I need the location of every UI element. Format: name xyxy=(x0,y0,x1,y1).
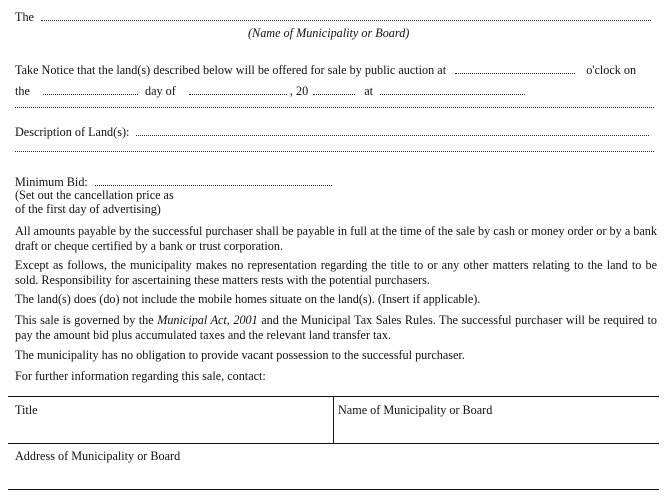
month-field[interactable] xyxy=(189,83,287,95)
table-middle-border xyxy=(8,443,659,444)
contact-paragraph: For further information regarding this sale, contact: xyxy=(15,369,266,383)
description-line xyxy=(15,124,649,139)
the-line xyxy=(15,9,651,24)
municipality-name-field[interactable] xyxy=(41,9,651,21)
payment-paragraph: All amounts payable by the successful purchaser shall be payable in full at the time of the sale by cash or money order or by a bank draft or cheque certified by a bank or trust corporation. xyxy=(15,224,657,253)
day-of-text: day of xyxy=(144,84,176,98)
the-label: The xyxy=(15,10,34,24)
minimum-bid-field[interactable] xyxy=(95,174,332,186)
municipality-caption: (Name of Municipality or Board) xyxy=(248,26,410,40)
year-field[interactable] xyxy=(313,83,355,95)
oclock-text: o'clock on xyxy=(586,63,637,77)
day-field[interactable] xyxy=(43,83,138,95)
table-bottom-border xyxy=(8,489,659,490)
hour-field[interactable] xyxy=(455,62,575,74)
description-label: Description of Land(s): xyxy=(15,125,130,139)
comma-20-text: , 20 xyxy=(289,84,309,98)
governing-paragraph: This sale is governed by the Municipal Act, 2001 and the Municipal Tax Sales Rules. The successful purchaser will be required to pay the amount bid plus accumulated taxes and the relevant land transfer tax. xyxy=(15,313,657,342)
minimum-bid-note-2: of the first day of advertising) xyxy=(15,202,161,216)
description-continuation-line[interactable] xyxy=(15,151,654,152)
municipal-act-title: Municipal Act, 2001 xyxy=(157,313,258,327)
table-column-divider xyxy=(333,397,334,443)
location-field[interactable] xyxy=(380,83,525,95)
take-notice-text: Take Notice that the land(s) described below will be offered for sale by public auction at xyxy=(15,63,447,77)
minimum-bid-note-1: (Set out the cancellation price as xyxy=(15,188,174,202)
possession-paragraph: The municipality has no obligation to provide vacant possession to the successful purchaser. xyxy=(15,348,465,362)
address-cell-label: Address of Municipality or Board xyxy=(15,449,181,463)
minimum-bid-label: Minimum Bid: xyxy=(15,175,88,189)
minimum-bid-line xyxy=(15,174,332,189)
at-text: at xyxy=(364,84,374,98)
location-continuation-line[interactable] xyxy=(15,107,654,108)
title-cell-label: Title xyxy=(15,403,38,417)
municipality-name-cell-label: Name of Municipality or Board xyxy=(338,403,493,417)
representation-paragraph: Except as follows, the municipality makes no representation regarding the title to or any other matters relating to the land to be sold. Responsibility for ascertaining these matters rests with the potential purchasers. xyxy=(15,258,657,287)
the-text: the xyxy=(15,84,30,98)
description-field[interactable] xyxy=(136,124,649,136)
mobile-homes-paragraph: The land(s) does (do) not include the mobile homes situate on the land(s). (Insert if applicable). xyxy=(15,292,481,306)
take-notice-line xyxy=(15,62,636,77)
date-line xyxy=(15,83,525,98)
